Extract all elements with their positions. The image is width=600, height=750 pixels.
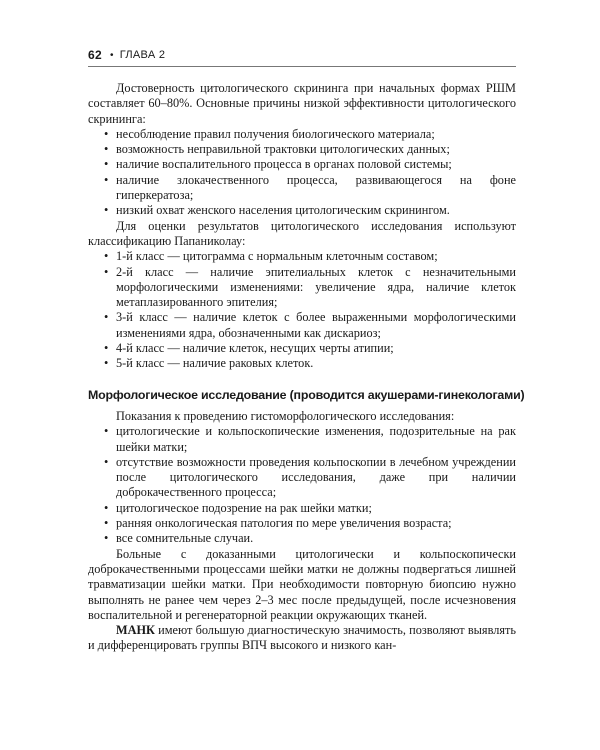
list-item-text: 3-й класс — наличие клеток с более выраженными морфологическими изменениями ядра, обозначенными как дискариоз;	[116, 310, 516, 340]
list-item	[88, 356, 516, 371]
list-item-text: возможность неправильной трактовки цитологических данных;	[116, 142, 450, 157]
bullet-icon: •	[104, 516, 109, 531]
list-item-text: 1-й класс — цитограмма с нормальным клеточным составом;	[116, 249, 438, 264]
list-item-text: 2-й класс — наличие эпителиальных клеток с незначительными морфологическими изменениями: увеличение ядра, наличие клеток метаплазированного эпителия;	[116, 264, 516, 310]
list-item-text: ранняя онкологическая патология по мере увеличения возраста;	[116, 516, 452, 531]
bullet-icon: •	[104, 157, 109, 172]
list-item-text: наличие воспалительного процесса в органах половой системы;	[116, 157, 452, 172]
list-item	[88, 310, 516, 341]
mank-term: МАНК	[116, 623, 155, 638]
bullet-icon: •	[104, 310, 109, 325]
mank-paragraph	[88, 623, 516, 654]
mank-paragraph-text: имеют большую диагностическую значимость, позволяют выявлять и дифференцировать группы ВПЧ высокого и низкого кан-	[88, 623, 516, 653]
list-item-text: цитологическое подозрение на рак шейки матки;	[116, 500, 372, 515]
list-item-text: наличие злокачественного процесса, развивающегося на фоне гиперкератоза;	[116, 172, 516, 203]
bullet-icon: •	[104, 203, 109, 218]
bullet-icon: •	[104, 264, 109, 279]
reasons-list	[88, 127, 516, 219]
list-item	[88, 157, 516, 172]
bullet-icon: •	[104, 531, 109, 546]
bullet-icon: •	[104, 454, 109, 469]
classification-intro: Для оценки результатов цитологического исследования используют классификацию Папаниколау:	[88, 218, 516, 248]
header-separator: •	[109, 49, 114, 61]
list-item	[88, 516, 516, 531]
bullet-icon: •	[104, 172, 109, 187]
papanicolaou-classes-list	[88, 249, 516, 371]
bullet-icon: •	[104, 341, 109, 356]
bullet-icon: •	[104, 142, 109, 157]
biopsy-paragraph: Больные с доказанными цитологически и кольпоскопически доброкачественными процессами шейки матки не должны подвергаться лишней травматизации шейки матки. При необходимости повторную биопсию нужно выполнять не ранее чем через 2–3 мес после предыдущей, после исчезновения воспалительной и регенераторной реакции окружающих тканей.	[88, 546, 516, 622]
list-item-text: цитологические и кольпоскопические изменения, подозрительные на рак шейки матки;	[116, 424, 516, 454]
list-item-text: все сомнительные случаи.	[116, 531, 254, 546]
list-item	[88, 424, 516, 455]
running-header	[88, 46, 516, 67]
intro-paragraph: Достоверность цитологического скрининга при начальных формах РШМ составляет 60–80%. Основные причины низкой эффективности цитологического скрининга:	[88, 81, 516, 126]
list-item-text: несоблюдение правил получения биологического материала;	[116, 126, 435, 141]
list-item-text: 4-й класс — наличие клеток, несущих черты атипии;	[116, 341, 394, 356]
list-item	[88, 531, 516, 546]
chapter-title: ГЛАВА 2	[119, 49, 166, 61]
list-item	[88, 173, 516, 204]
indications-list	[88, 424, 516, 546]
list-item	[88, 249, 516, 264]
page-number: 62	[88, 48, 102, 62]
body-text	[88, 81, 525, 654]
list-item-text: отсутствие возможности проведения кольпоскопии в лечебном учреждении после цитологического исследования, даже при наличии доброкачественного процесса;	[116, 454, 516, 500]
section-heading: Морфологическое исследование (проводится акушерами-гинекологами)	[88, 387, 525, 402]
list-item	[88, 455, 516, 501]
list-item-text: низкий охват женского населения цитологическим скринингом.	[116, 203, 450, 218]
indications-intro: Показания к проведению гистоморфологического исследования:	[116, 408, 455, 423]
list-item	[88, 142, 516, 157]
list-item	[88, 127, 516, 142]
page	[88, 46, 525, 654]
bullet-icon: •	[104, 424, 109, 439]
bullet-icon: •	[104, 249, 109, 264]
bullet-icon: •	[104, 500, 109, 515]
list-item	[88, 341, 516, 356]
list-item	[88, 265, 516, 311]
list-item	[88, 203, 516, 218]
bullet-icon: •	[104, 356, 109, 371]
bullet-icon: •	[104, 126, 109, 141]
list-item-text: 5-й класс — наличие раковых клеток.	[116, 356, 314, 371]
list-item	[88, 501, 516, 516]
